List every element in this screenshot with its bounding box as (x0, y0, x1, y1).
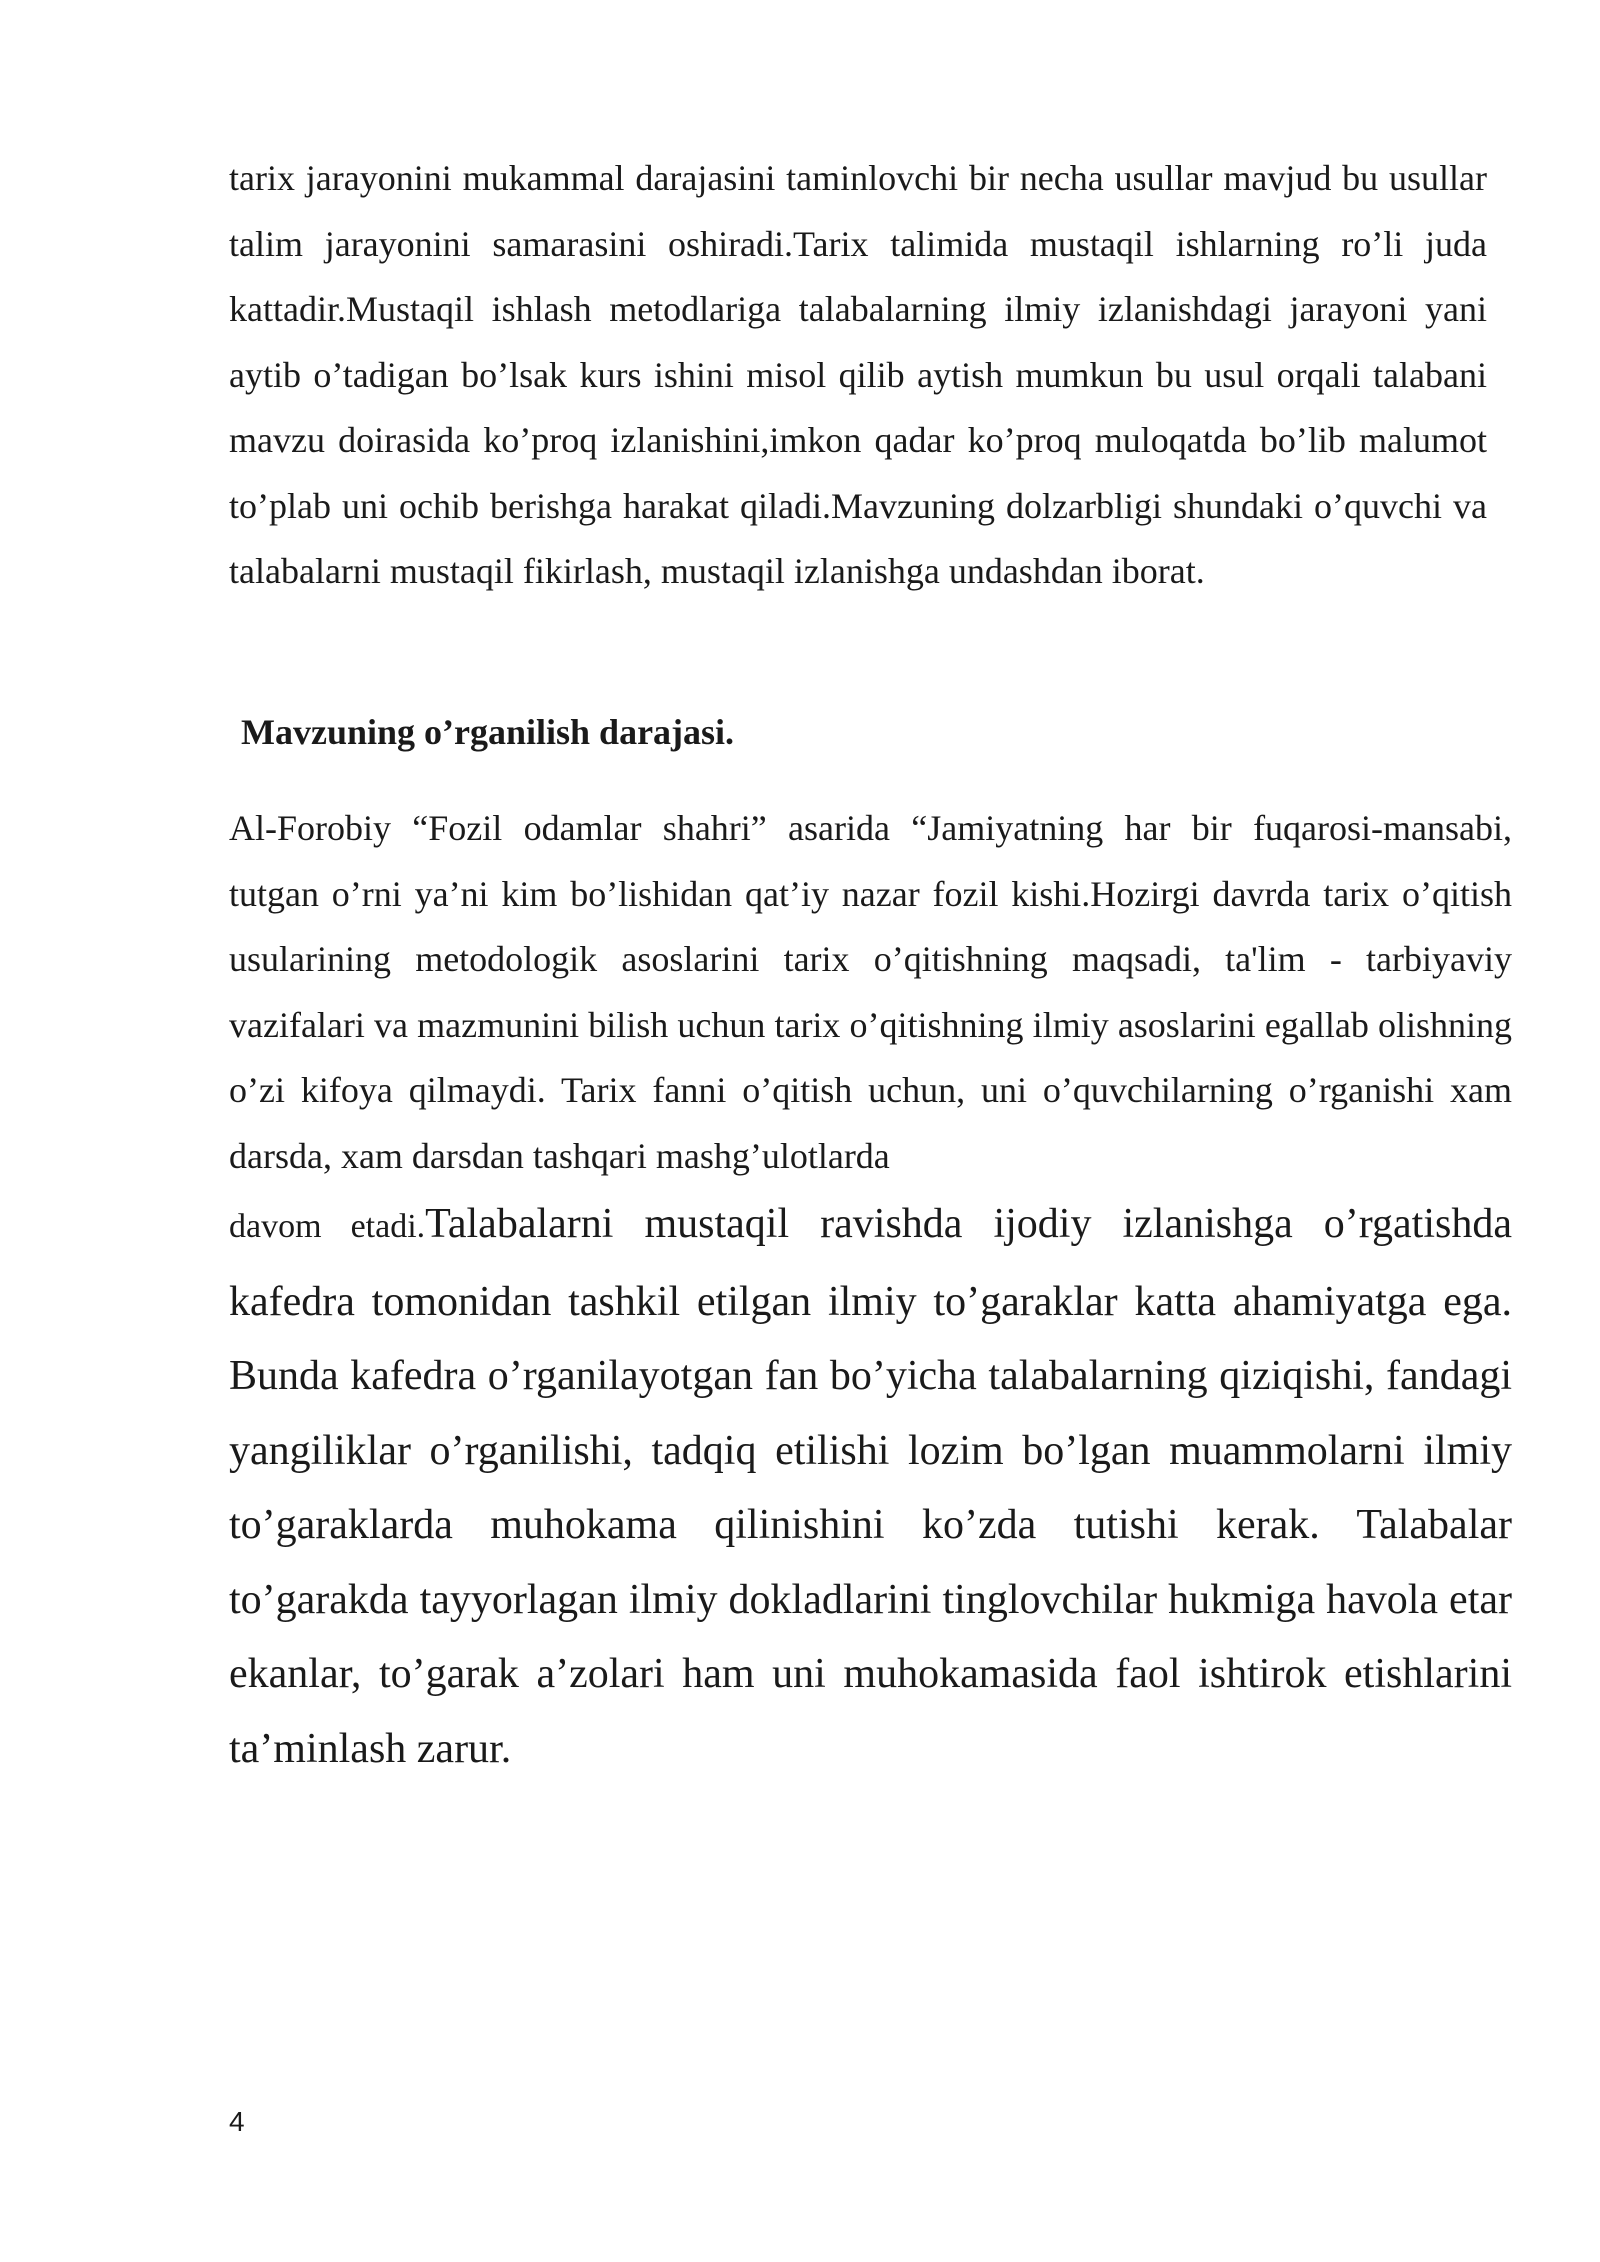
intro-paragraph: tarix jarayonini mukammal darajasini taminlovchi bir necha usullar mavjud bu usullar talim jarayonini samarasini oshiradi.Tarix talimida mustaqil ishlarning ro’li juda kattadir.Mustaqil ishlash metodlariga talabalarning ilmiy izlanishdagi jarayoni yani aytib o’tadigan bo’lsak kurs ishini misol qilib aytish mumkun bu usul orqali talabani mavzu doirasida ko’proq izlanishini,imkon qadar ko’proq muloqatda bo’lib malumot to’plab uni ochib berishga harakat qiladi.Mavzuning dolzarbligi shundaki o’quvchi va talabalarni mustaqil fikirlash, mustaqil izlanishga undashdan iborat. (229, 158, 1487, 591)
student-circles-paragraph (229, 1187, 1512, 1786)
continuation-lead: davom etadi. (229, 1208, 426, 1245)
page-number: 4 (229, 2106, 245, 2137)
student-circles-text: Talabalarni mustaqil ravishda ijodiy izlanishga o’rgatishda kafedra tomonidan tashkil etilgan ilmiy to’garaklar katta ahamiyatga ega. Bunda kafedra o’rganilayotgan fan bo’yicha talabalarning qiziqishi, fandagi yangiliklar o’rganilishi, tadqiq etilishi lozim bo’lgan muammolarni ilmiy to’garaklarda muhokama qilinishini ko’zda tutishi kerak. Talabalar to’garakda tayyorlagan ilmiy dokladlarini tinglovchilar hukmiga havola etar ekanlar, to’garak a’zolari ham uni muhokamasida faol ishtirok etishlarini ta’minlash zarur. (229, 1201, 1512, 1772)
section-heading: Mavzuning o’rganilish darajasi. (241, 712, 735, 752)
forobiy-paragraph: Al-Forobiy “Fozil odamlar shahri” asarida “Jamiyatning har bir fuqarosi-mansabi, tutgan o’rni ya’ni kim bo’lishidan qat’iy nazar fozil kishi.Hozirgi davrda tarix o’qitish usularining metodologik asoslarini tarix o’qitishning maqsadi, ta'lim - tarbiyaviy vazifalari va mazmunini bilish uchun tarix o’qitishning ilmiy asoslarini egallab olishning o’zi kifoya qilmaydi. Tarix fanni o’qitish uchun, uni o’quvchilarning o’rganishi xam darsda, xam darsdan tashqari mashg’ulotlarda (229, 808, 1512, 1176)
